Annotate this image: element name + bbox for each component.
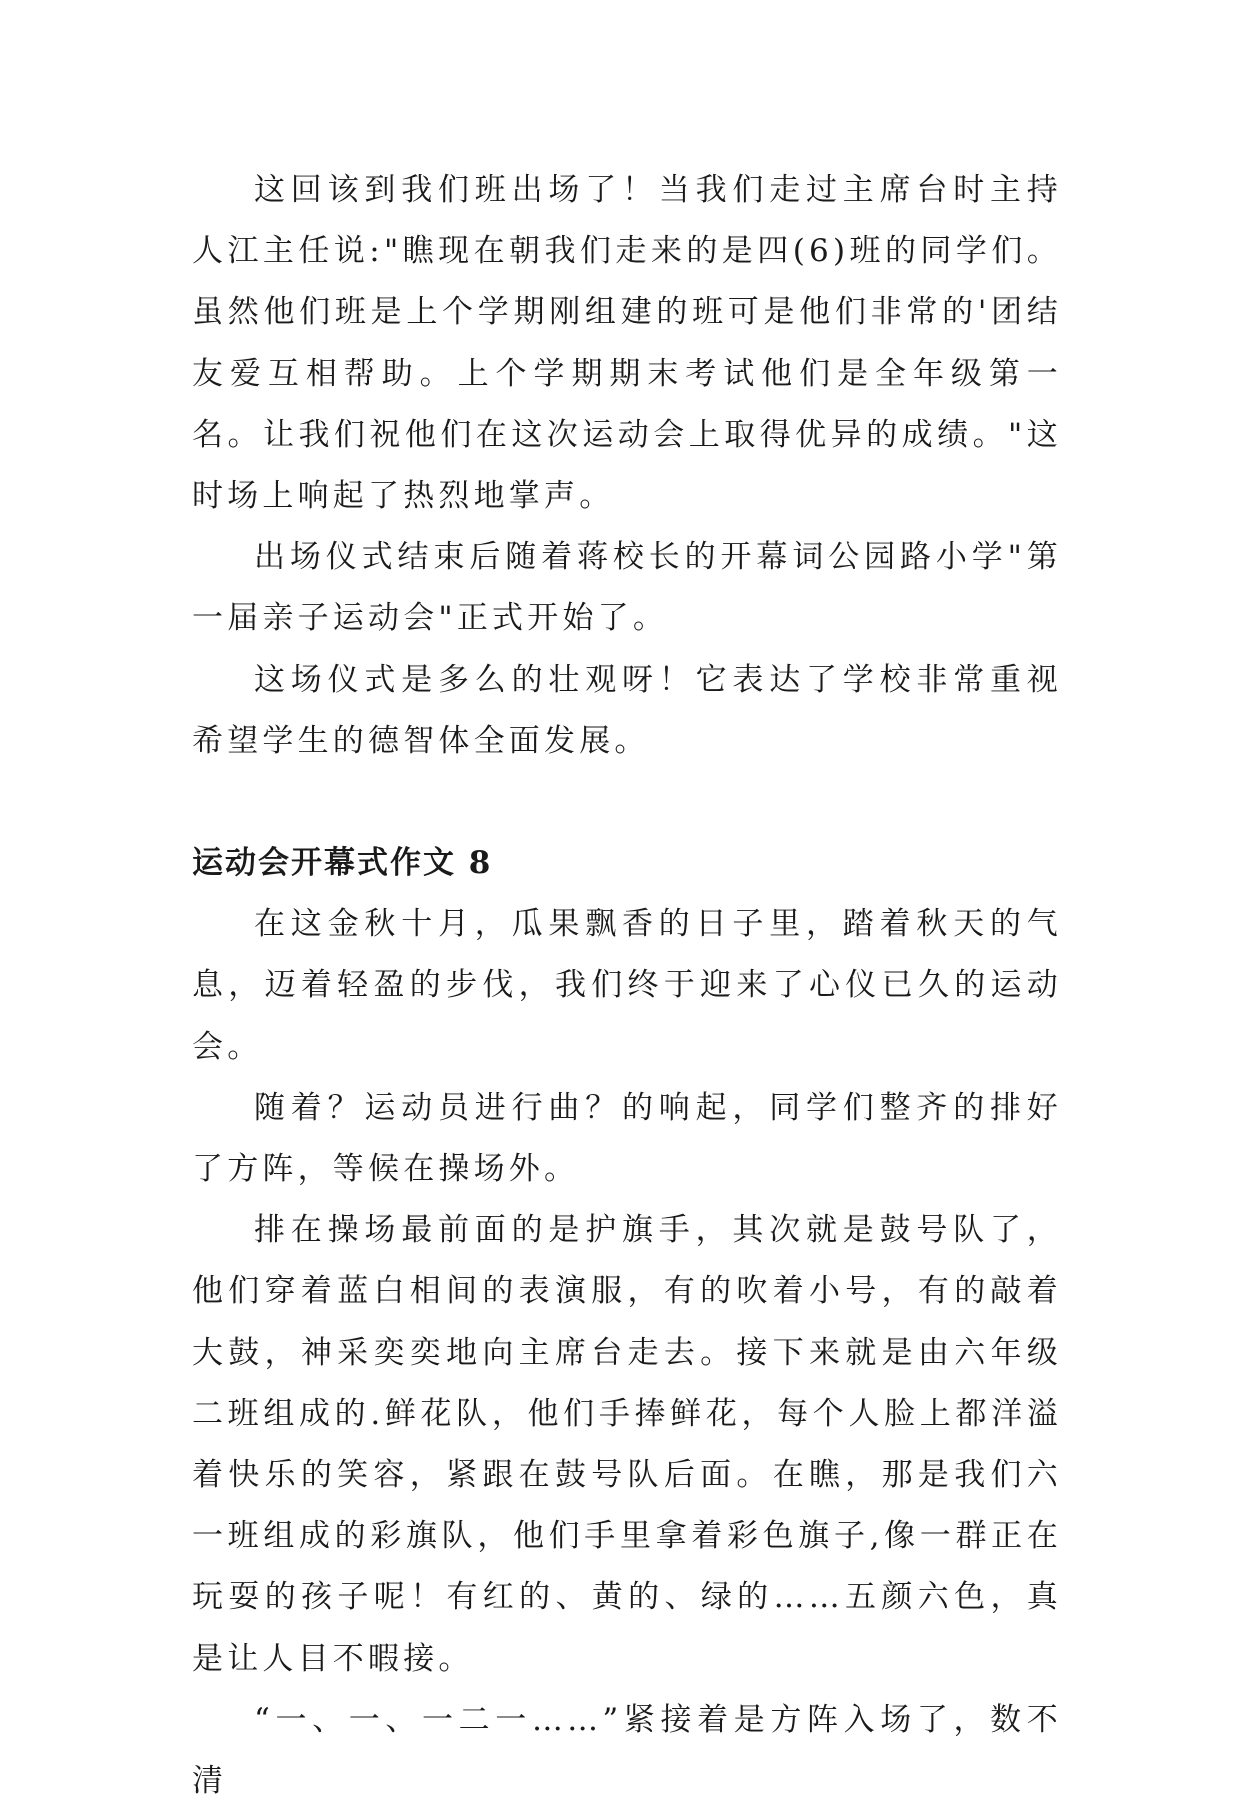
paragraph: 出场仪式结束后随着蒋校长的开幕词公园路小学"第一届亲子运动会"正式开始了。 bbox=[192, 539, 1062, 637]
paragraph: “一、一、一二一……”紧接着是方阵入场了，数不清 bbox=[192, 1701, 1062, 1800]
paragraph: 随着？运动员进行曲？的响起，同学们整齐的排好了方阵，等候在操场外。 bbox=[192, 1089, 1062, 1188]
paragraph: 这回该到我们班出场了！当我们走过主席台时主持人江主任说:"瞧现在朝我们走来的是四(6)班的同学们。虽然他们班是上个学期刚组建的班可是他们非常的'团结友爱互相帮助。上个学期期末考试他们是全年级第一名。让我们祝他们在这次运动会上取得优异的成绩。"这时场上响起了热烈地掌声。 bbox=[192, 172, 1062, 515]
document-body bbox=[192, 160, 1062, 1812]
paragraph: 排在操场最前面的是护旗手，其次就是鼓号队了，他们穿着蓝白相间的表演服，有的吹着小号，有的敲着大鼓，神采奕奕地向主席台走去。接下来就是由六年级二班组成的.鲜花队，他们手捧鲜花，每个人脸上都洋溢着快乐的笑容，紧跟在鼓号队后面。在瞧，那是我们六一班组成的彩旗队，他们手里拿着彩色旗子,像一群正在玩耍的孩子呢！有红的、黄的、绿的……五颜六色，真是让人目不暇接。 bbox=[192, 1212, 1062, 1677]
section-gap bbox=[192, 772, 1062, 833]
paragraph: 这场仪式是多么的壮观呀！它表达了学校非常重视希望学生的德智体全面发展。 bbox=[192, 661, 1062, 759]
section-heading: 运动会开幕式作文 8 bbox=[192, 845, 493, 882]
paragraph: 在这金秋十月，瓜果飘香的日子里，踏着秋天的气息，迈着轻盈的步伐，我们终于迎来了心仪已久的运动会。 bbox=[192, 906, 1062, 1065]
